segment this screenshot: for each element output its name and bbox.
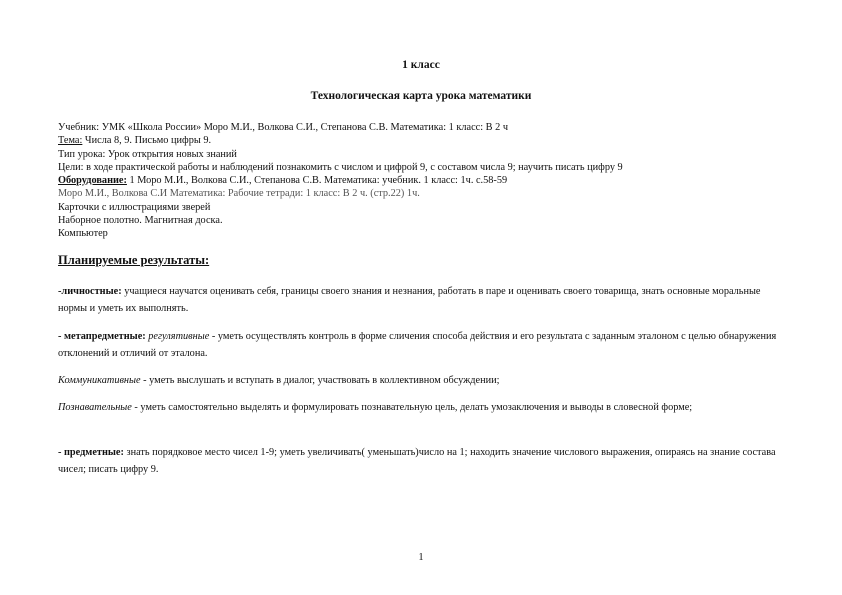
topic-label: Тема: xyxy=(58,135,83,147)
communicative-results xyxy=(58,372,788,389)
results-heading: Планируемые результаты: xyxy=(58,253,210,267)
lesson-type-line: Тип урока: Урок открытия новых знаний xyxy=(58,148,237,160)
meta-regulative-label: регулятивные xyxy=(148,331,210,342)
textbook-value: УМК «Школа России» Моро М.И., Волкова С.И., Степанова С.В. Математика: 1 класс: В 2 ч xyxy=(99,122,508,133)
equipment-value: 1 Моро М.И., Волкова С.И., Степанова С.В. Математика: учебник. 1 класс: 1ч. с.58-59 xyxy=(126,175,508,187)
page-number: 1 xyxy=(418,552,424,563)
meta-text: - уметь осуществлять контроль в форме сличения способа действия и его результата с заданным эталоном с целью обнаружения отклонений и отличий от эталона. xyxy=(58,331,777,359)
cognitive-results xyxy=(58,399,788,416)
cognitive-text: - уметь самостоятельно выделять и формулировать познавательную цель, делать умозаключения и выводы в словесной форме; xyxy=(131,402,693,413)
textbook-label: Учебник: xyxy=(58,122,100,133)
textbook-line xyxy=(58,121,798,134)
workbook-line: Моро М.И., Волкова С.И Математика: Рабочие тетради: 1 класс: В 2 ч. (стр.22) 1ч. xyxy=(58,188,420,200)
communicative-text: - уметь выслушать и вступать в диалог, участвовать в коллективном обсуждении; xyxy=(140,375,500,386)
communicative-label: Коммуникативные xyxy=(58,375,141,386)
computer-line: Компьютер xyxy=(58,228,108,240)
cards-line: Карточки с иллюстрациями зверей xyxy=(58,201,211,213)
subject-label: - предметные: xyxy=(58,447,124,458)
topic-line xyxy=(58,134,798,147)
document-title: Технологическая карта урока математики xyxy=(310,90,532,102)
meta-label: - метапредметные: xyxy=(58,331,146,342)
equipment-label: Оборудование: xyxy=(58,175,127,187)
equipment-line xyxy=(58,174,798,187)
board-line: Наборное полотно. Магнитная доска. xyxy=(58,215,223,227)
cognitive-label: Познавательные xyxy=(58,402,132,413)
subject-text: знать порядковое место чисел 1-9; уметь увеличивать( уменьшать)число на 1; находить значение числового выражения, опираясь на знание состава чисел; писать цифру 9. xyxy=(58,447,776,475)
personal-results xyxy=(58,283,788,317)
subject-results xyxy=(58,444,788,478)
meta-results xyxy=(58,328,788,362)
personal-label: -личностные: xyxy=(58,286,122,297)
lesson-info xyxy=(58,121,798,241)
grade-heading: 1 класс xyxy=(402,59,440,71)
topic-value: Числа 8, 9. Письмо цифры 9. xyxy=(82,135,212,147)
goals-line: Цели: в ходе практической работы и наблюдений познакомить с числом и цифрой 9, с составом числа 9; научить писать цифру 9 xyxy=(58,161,623,173)
personal-text: учащиеся научатся оценивать себя, границы своего знания и незнания, работать в паре и оценивать своего товарища, знать основные моральные нормы и уметь их выполнять. xyxy=(58,286,761,314)
